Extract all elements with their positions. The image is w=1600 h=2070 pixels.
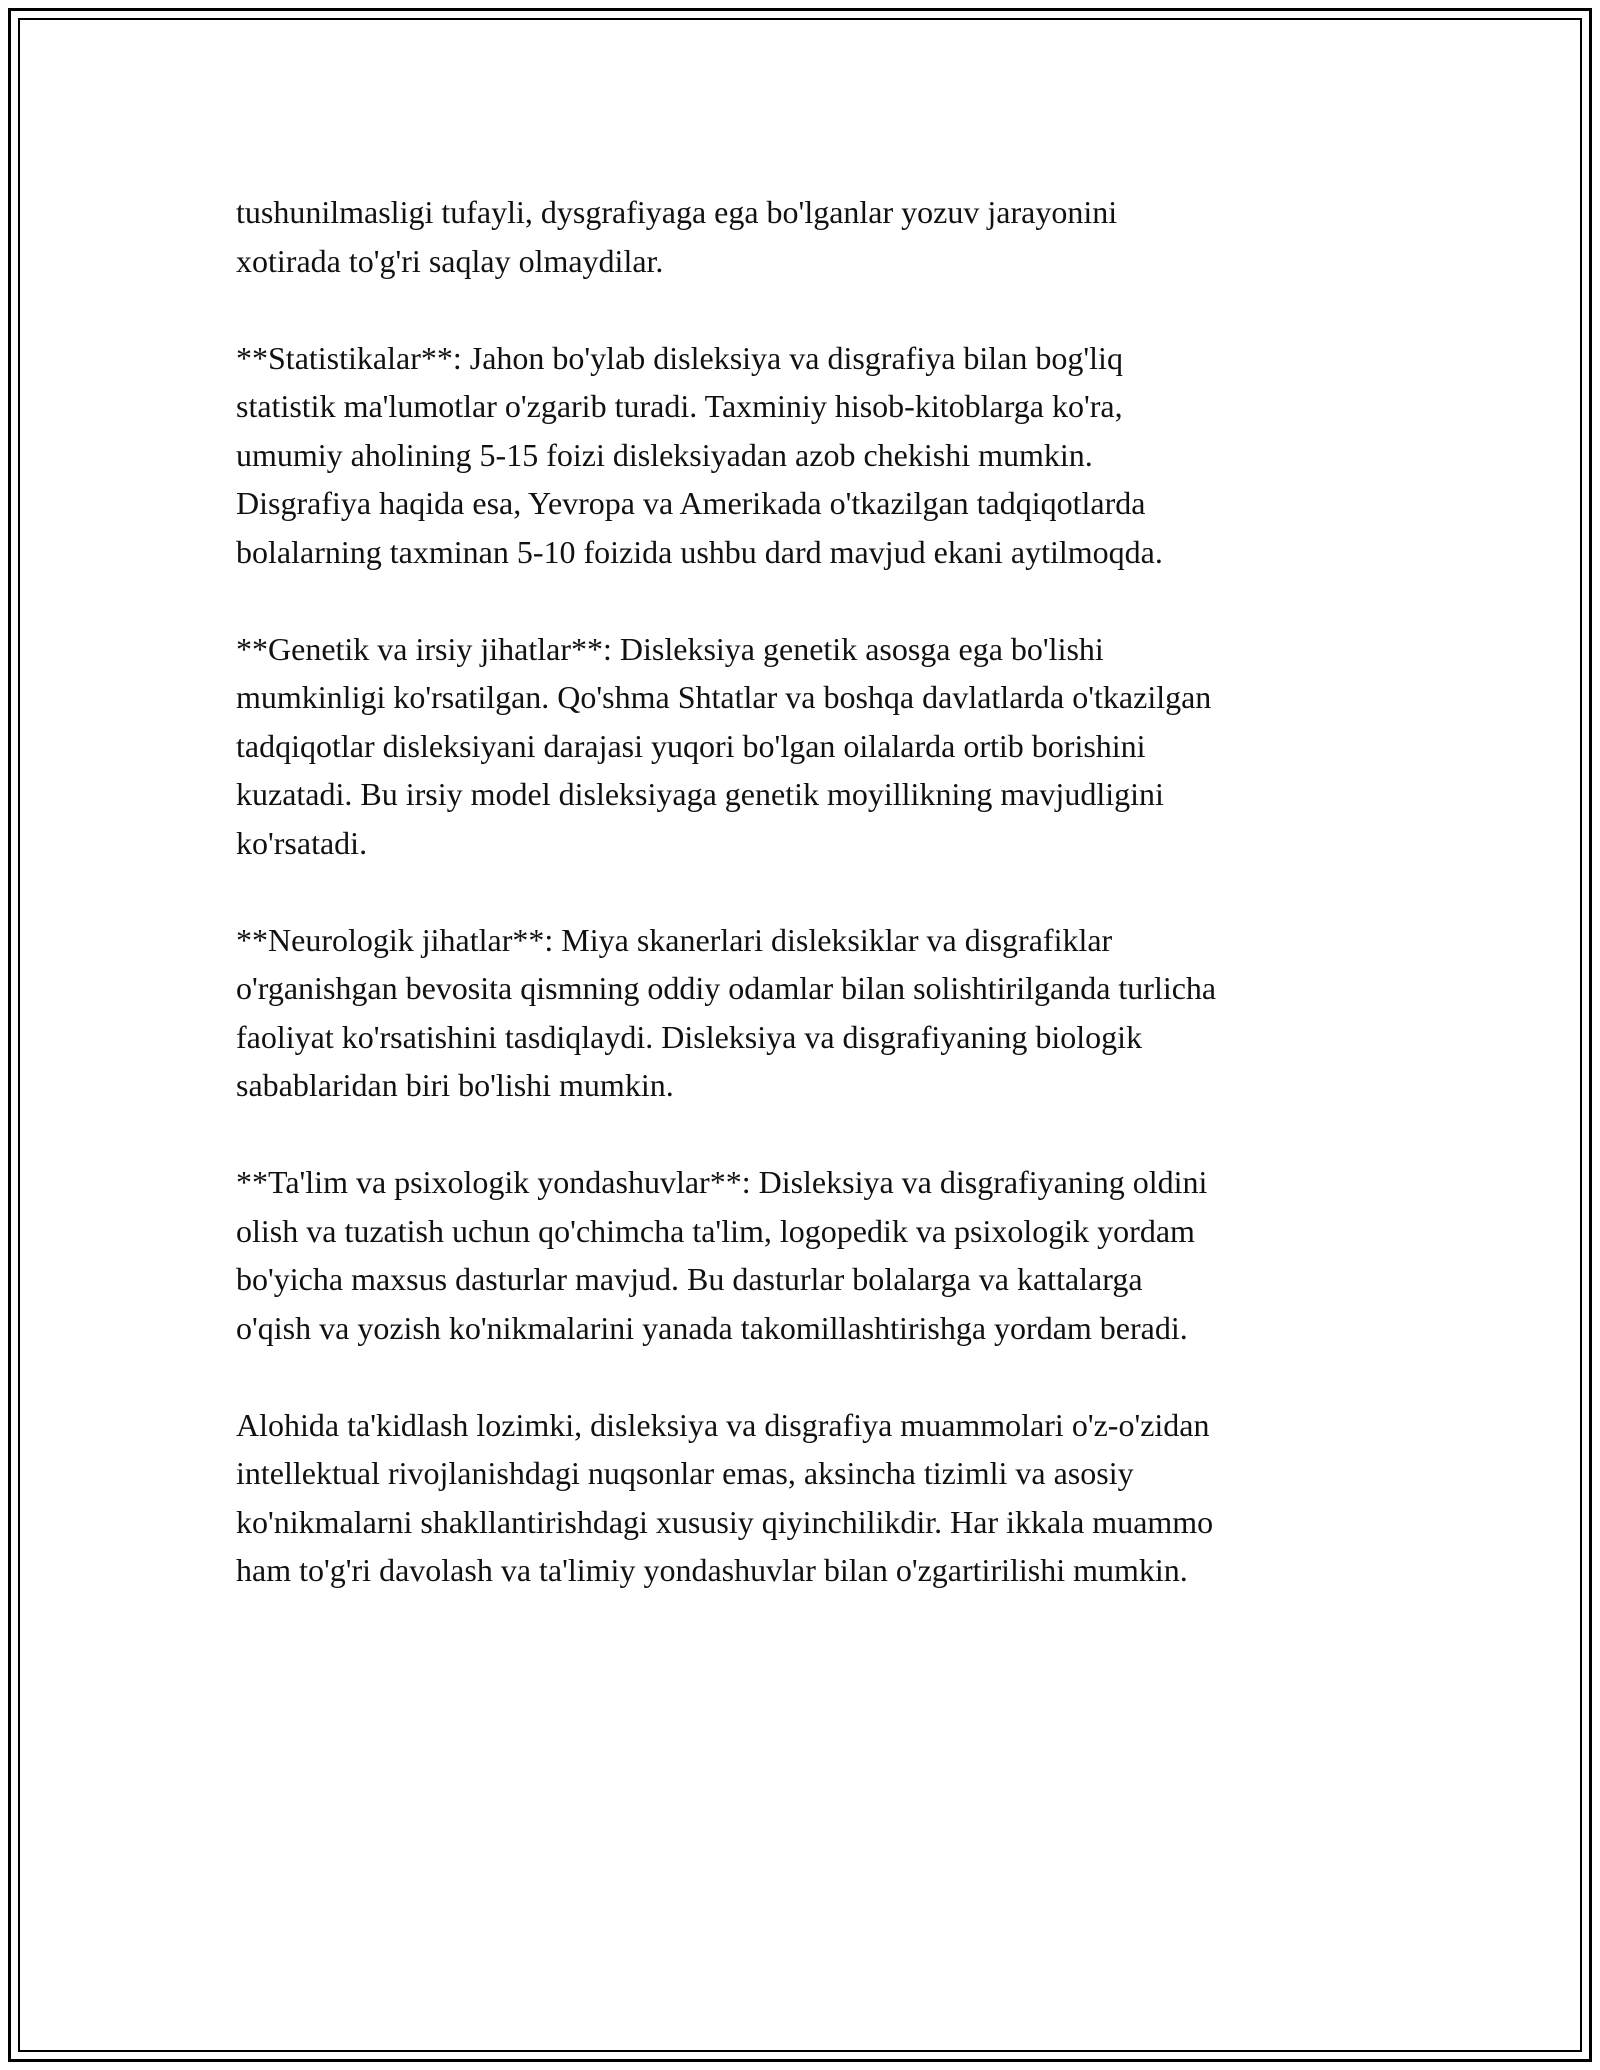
paragraph-education bbox=[236, 1158, 1366, 1352]
text-line: Alohida ta'kidlash lozimki, disleksiya va disgrafiya muammolari o'z-o'zidan bbox=[236, 1406, 1210, 1443]
text-line: o'qish va yozish ko'nikmalarini yanada takomillashtirishga yordam beradi. bbox=[236, 1309, 1188, 1346]
text-line: **Genetik va irsiy jihatlar**: Disleksiya genetik asosga ega bo'lishi bbox=[236, 630, 1104, 667]
text-line: kuzatadi. Bu irsiy model disleksiyaga genetik moyillikning mavjudligini bbox=[236, 776, 1164, 812]
text-line: sabablaridan biri bo'lishi mumkin. bbox=[236, 1067, 674, 1103]
text-line: **Neurologik jihatlar**: Miya skanerlari disleksiklar va disgrafiklar bbox=[236, 921, 1113, 958]
text-line: olish va tuzatish uchun qo'chimcha ta'lim, logopedik va psixologik yordam bbox=[236, 1212, 1195, 1249]
text-line: ko'nikmalarni shakllantirishdagi xususiy qiyinchilikdir. Har ikkala muammo bbox=[236, 1503, 1214, 1540]
text-line: xotirada to'g'ri saqlay olmaydilar. bbox=[236, 242, 664, 279]
paragraph-continuation bbox=[236, 188, 1366, 285]
paragraph-conclusion bbox=[236, 1401, 1366, 1595]
text-line: umumiy aholining 5-15 foizi disleksiyadan azob chekishi mumkin. bbox=[236, 436, 1093, 473]
text-line: o'rganishgan bevosita qismning oddiy odamlar bilan solishtirilganda turlicha bbox=[236, 970, 1217, 1006]
text-line: **Ta'lim va psixologik yondashuvlar**: Disleksiya va disgrafiyaning oldini bbox=[236, 1164, 1208, 1200]
text-line: statistik ma'lumotlar o'zgarib turadi. Taxminiy hisob-kitoblarga ko'ra, bbox=[236, 388, 1123, 424]
text-line: Disgrafiya haqida esa, Yevropa va Amerikada o'tkazilgan tadqiqotlarda bbox=[236, 485, 1146, 521]
text-line: ham to'g'ri davolash va ta'limiy yondashuvlar bilan o'zgartirilishi mumkin. bbox=[236, 1552, 1188, 1588]
text-line: ko'rsatadi. bbox=[236, 824, 368, 861]
text-line: tadqiqotlar disleksiyani darajasi yuqori bo'lgan oilalarda ortib borishini bbox=[236, 727, 1146, 764]
paragraph-neurology bbox=[236, 916, 1366, 1110]
text-line: intellektual rivojlanishdagi nuqsonlar emas, aksincha tizimli va asosiy bbox=[236, 1455, 1134, 1491]
text-line: faoliyat ko'rsatishini tasdiqlaydi. Disleksiya va disgrafiyaning biologik bbox=[236, 1018, 1143, 1055]
paragraph-statistics bbox=[236, 334, 1366, 577]
text-line: **Statistikalar**: Jahon bo'ylab disleksiya va disgrafiya bilan bog'liq bbox=[236, 339, 1123, 376]
text-line: bolalarning taxminan 5-10 foizida ushbu dard mavjud ekani aytilmoqda. bbox=[236, 533, 1163, 570]
paragraph-genetics bbox=[236, 625, 1366, 868]
text-line: tushunilmasligi tufayli, dysgrafiyaga ega bo'lganlar yozuv jarayonini bbox=[236, 194, 1118, 230]
document-body bbox=[236, 188, 1366, 1643]
text-line: mumkinligi ko'rsatilgan. Qo'shma Shtatlar va boshqa davlatlarda o'tkazilgan bbox=[236, 679, 1212, 715]
text-line: bo'yicha maxsus dasturlar mavjud. Bu dasturlar bolalarga va kattalarga bbox=[236, 1261, 1143, 1297]
